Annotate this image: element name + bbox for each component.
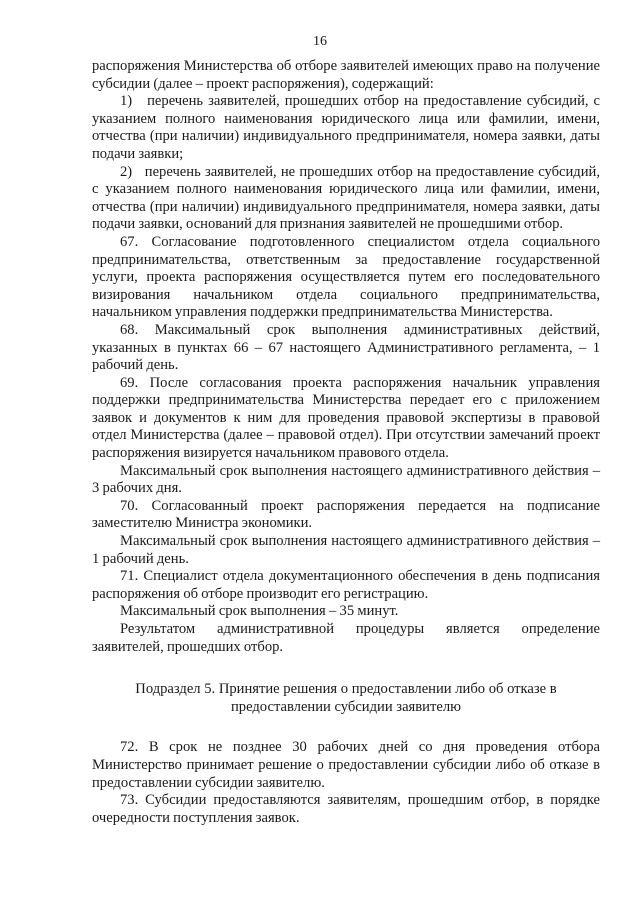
paragraph-70-term: Максимальный срок выполнения настоящего административного действия – 1 рабочий день. [92,533,600,567]
paragraph-72: 72. В срок не позднее 30 рабочих дней со дня проведения отбора Министерство принимает решение о предоставлении субсидии либо об отказе в предоставлении субсидии заявителю. [92,739,600,791]
paragraph-result: Результатом административной процедуры является определение заявителей, прошедших отбор. [92,621,600,655]
document-body [92,58,600,827]
paragraph-69-term: Максимальный срок выполнения настоящего административного действия – 3 рабочих дня. [92,462,600,497]
paragraphs-after-heading [92,739,600,827]
paragraph-item-2: 2) перечень заявителей, не прошедших отбор на предоставление субсидий, с указанием полного наименования юридического лица или фамилии, имени, отчества (при наличии) индивидуального предпринимателя, номера заявки, даты подачи заявки, оснований для признания заявителей не прошедшими отбор. [92,163,600,233]
paragraph-item-1: 1) перечень заявителей, прошедших отбор на предоставление субсидий, с указанием полного наименования юридического лица или фамилии, имени, отчества (при наличии) индивидуального предпринимателя, номера заявки, даты подачи заявки; [92,93,600,162]
paragraph-71-term: Максимальный срок выполнения – 35 минут. [120,603,399,620]
subsection-heading-line-2: предоставлении субсидии заявителю [230,698,461,715]
page-number: 16 [313,34,327,49]
paragraph-intro: распоряжения Министерства об отборе заявителей имеющих право на получение субсидии (далее – проект распоряжения), содержащий: [92,58,600,92]
paragraph-70: 70. Согласованный проект распоряжения передается на подписание заместителю Министра экономики. [92,497,600,532]
subsection-heading [92,681,600,716]
paragraph-67: 67. Согласование подготовленного специалистом отдела социального предпринимательства, ответственным за предоставление государственной услуги, проекта распоряжения осуществляется путем его последовательного визирования начальником отдела социального предпринимательства, начальником управления поддержки предпринимательства Министерства. [92,233,600,321]
subsection-heading-line-1: Подраздел 5. Принятие решения о предоставлении либо об отказе в [135,681,557,698]
paragraph-71: 71. Специалист отдела документационного обеспечения в день подписания распоряжения об отборе производит его регистрацию. [92,568,600,602]
paragraphs-before-heading [92,58,600,656]
paragraph-73: 73. Субсидии предоставляются заявителям, прошедшим отбор, в порядке очередности поступления заявок. [92,792,600,826]
paragraph-69: 69. После согласования проекта распоряжения начальник управления поддержки предпринимательства Министерства передает его с приложением заявок и документов к ним для проведения правовой экспертизы в правовой отдел Министерства (далее – правовой отдел). При отсутствии замечаний проект распоряжения визируется начальником правового отдела. [92,374,600,462]
paragraph-68: 68. Максимальный срок выполнения административных действий, указанных в пунктах 66 – 67 настоящего Административного регламента, – 1 рабочий день. [92,321,600,374]
